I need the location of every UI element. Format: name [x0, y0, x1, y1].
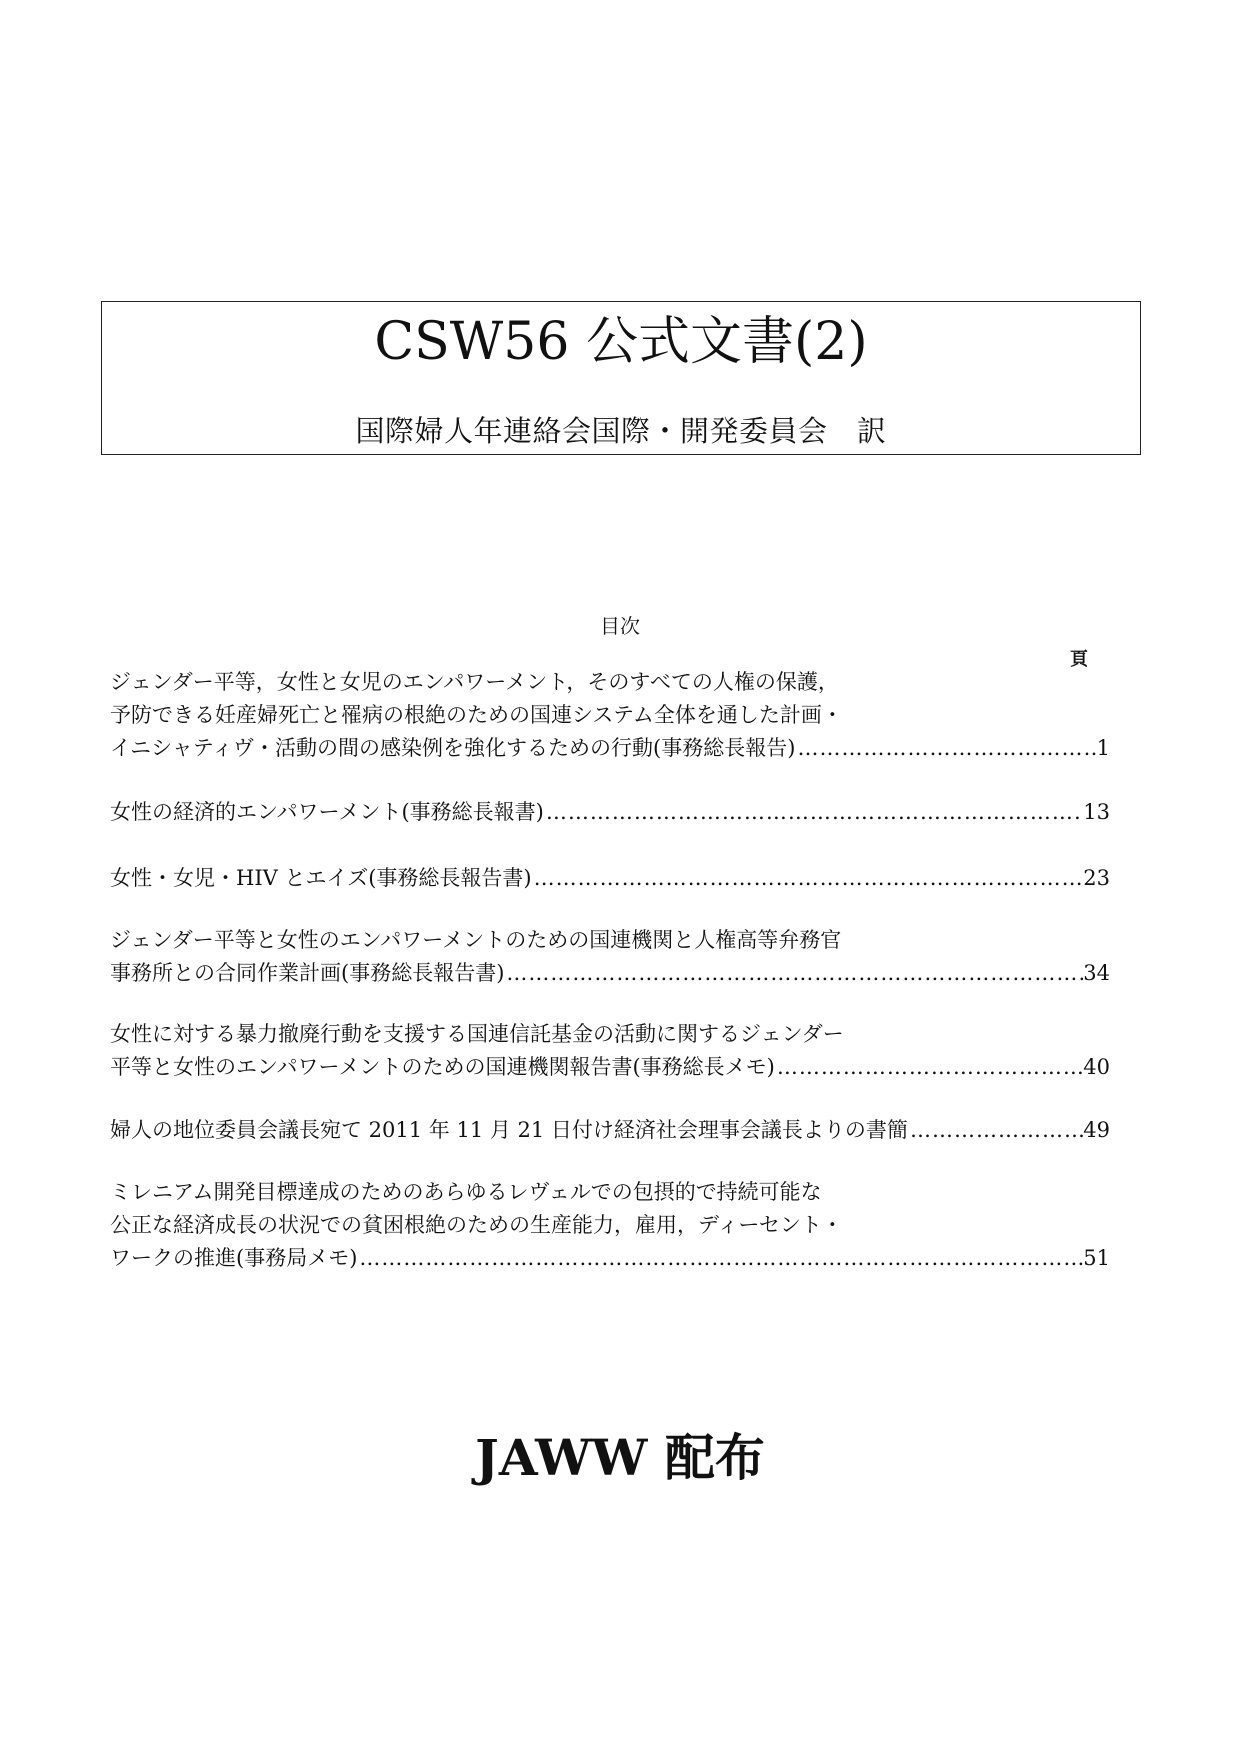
dot-leader [795, 732, 1096, 765]
toc-entry[interactable] [110, 796, 1110, 829]
toc-entry[interactable] [110, 1018, 1110, 1084]
toc-entry-line: 女性に対する暴力撤廃行動を支援する国連信託基金の活動に関するジェンダー [110, 1022, 844, 1046]
toc-entry-title: 婦人の地位委員会議長宛て 2011 年 11 月 21 日付け経済社会理事会議長よりの書簡 [110, 1118, 908, 1142]
toc-page-number: 40 [1083, 1055, 1110, 1079]
toc-entry[interactable] [110, 666, 1110, 765]
toc-entry-line: ジェンダー平等，女性と女児のエンパワーメント，そのすべての人権の保護， [110, 670, 839, 694]
toc-entry[interactable] [110, 862, 1110, 895]
toc-entry-last-line [110, 796, 1110, 829]
dot-leader [775, 1051, 1083, 1084]
toc-entry-line: ジェンダー平等と女性のエンパワーメントのための国連機関と人権高等弁務官 [110, 928, 842, 952]
toc-entry-last-line [110, 1242, 1110, 1275]
toc-entry-title: イニシャティヴ・活動の間の感染例を強化するための行動(事務総長報告) [110, 736, 796, 760]
toc-entry-line: ミレニアム開発目標達成のためのあらゆるレヴェルでの包摂的で持続可能な [110, 1180, 822, 1204]
toc-page-number: 1 [1096, 736, 1110, 760]
page-column-label: 頁 [1070, 649, 1088, 670]
dot-leader [544, 796, 1083, 829]
dot-leader [532, 862, 1084, 895]
toc-entry-title: 事務所との合同作業計画(事務総長報告書) [110, 961, 505, 985]
distributor-label: JAWW 配布 [475, 1428, 765, 1487]
toc-page-number: 34 [1083, 961, 1110, 985]
toc-entry-title: 女性・女児・HIV とエイズ(事務総長報告書) [110, 866, 532, 890]
document-title: CSW56 公式文書(2) [374, 312, 868, 372]
toc-entry-line: 公正な経済成長の状況での貧困根絶のための生産能力，雇用，ディーセント・ [110, 1213, 843, 1237]
toc-entry[interactable] [110, 924, 1110, 990]
toc-entry-last-line [110, 862, 1110, 895]
toc-entry-title: 平等と女性のエンパワーメントのための国連機関報告書(事務総長メモ) [110, 1055, 775, 1079]
toc-entry-last-line [110, 957, 1110, 990]
toc-page-number: 51 [1083, 1246, 1110, 1270]
translator-credit: 国際婦人年連絡会国際・開発委員会 訳 [355, 414, 887, 448]
toc-entry-last-line [110, 1114, 1110, 1147]
toc-entry[interactable] [110, 1176, 1110, 1275]
toc-page-number: 23 [1083, 866, 1110, 890]
toc-page-number: 13 [1083, 800, 1110, 824]
dot-leader [908, 1114, 1083, 1147]
toc-entry[interactable] [110, 1114, 1110, 1147]
toc-entry-line: 予防できる妊産婦死亡と罹病の根絶のための国連システム全体を通した計画・ [110, 703, 843, 727]
dot-leader [504, 957, 1083, 990]
toc-entry-title: 女性の経済的エンパワーメント(事務総長報書) [110, 800, 544, 824]
toc-page-number: 49 [1083, 1118, 1110, 1142]
dot-leader [357, 1242, 1083, 1275]
title-box [101, 301, 1141, 455]
toc-entry-last-line [110, 1051, 1110, 1084]
toc-heading: 目次 [600, 614, 640, 638]
toc-entry-last-line [110, 732, 1110, 765]
toc-entry-title: ワークの推進(事務局メモ) [110, 1246, 358, 1270]
